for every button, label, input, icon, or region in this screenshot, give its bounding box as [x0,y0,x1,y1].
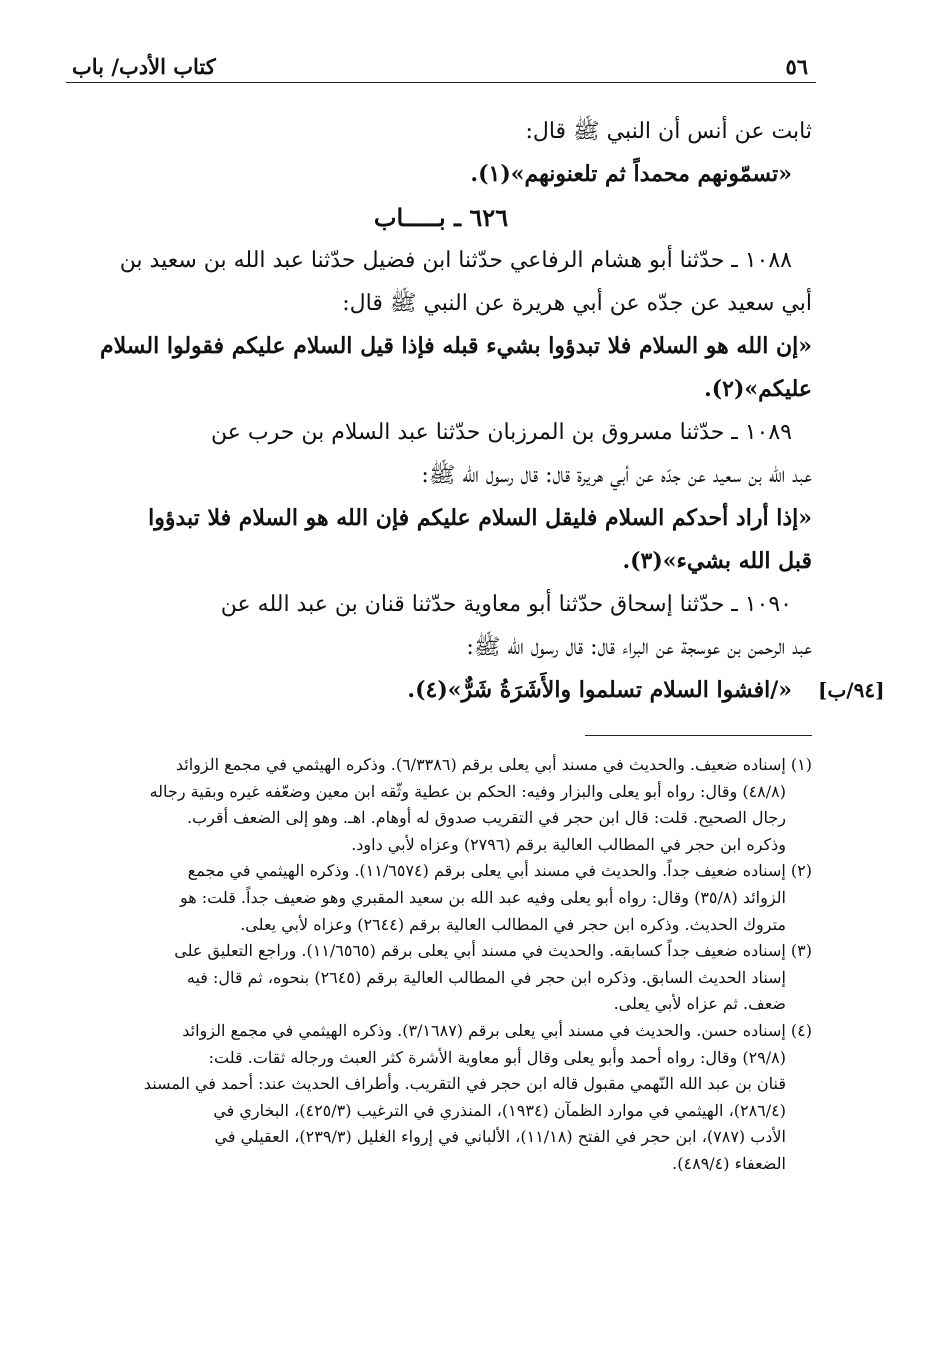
text-line: قبل الله بشيء»(٣). [622,548,812,574]
text-line: ١٠٨٩ ـ حدّثنا مسروق بن المرزبان حدّثنا عبد السلام بن حرب عن [211,420,792,445]
footnote-line: (٢٨٦/٤)، الهيثمي في موارد الظمآن (١٩٣٤)، المنذري في الترغيب (٤٢٥/٣)، البخاري في [213,1100,786,1120]
text-line: عبد الله بن سعيد عن جدّه عن أبي هريرة قال: قال رسول الله ﷺ: [421,463,812,488]
text-line: «/افشوا السلام تسلموا والأَشَرَةُ شَرٌّ»(٤). [407,677,792,703]
header-rule [66,82,816,83]
margin-folio-note: [٩٤/ب] [818,678,885,702]
running-title: كتاب الأدب/ باب [72,54,216,79]
text-line: عبد الرحمن بن عوسجة عن البراء قال: قال رسول الله ﷺ: [466,635,812,660]
footnotes [70,752,812,1178]
text-line: ١٠٩٠ ـ حدّثنا إسحاق حدّثنا أبو معاوية حدّثنا قنان بن عبد الله عن [220,592,792,617]
footnote-line: الضعفاء (٤٨٩/٤). [672,1153,786,1173]
footnote-line: (٤٨/٨) وقال: رواه أبو يعلى والبزار وفيه: الحكم بن عطية وثّقه ابن معين وضعّفه غيره وبقية رجاله [149,781,786,801]
footnote-line: إسناد الحديث السابق. وذكره ابن حجر في المطالب العالية برقم (٢٦٤٥) بنحوه، ثم قال: فيه [186,967,786,987]
footnote-line: ضعف. ثم عزاه لأبي يعلى. [613,994,786,1014]
text-line: ثابت عن أنس أن النبي ﷺ قال: [525,119,812,144]
footnote-line: (١) إسناده ضعيف. والحديث في مسند أبي يعلى برقم (٦/٣٣٨٦). وذكره الهيثمي في مجمع الزوائد [175,755,812,774]
footnote-line: وذكره ابن حجر في المطالب العالية برقم (٢٧٩٦) وعزاه لأبي داود. [351,834,786,854]
text-line: عليكم»(٢). [704,376,812,402]
footnote-line: قنان بن عبد الله النّهمي مقبول قاله ابن حجر في التقريب. وأطراف الحديث عند: أحمد في المسند [143,1074,786,1094]
text-line: ٦٢٦ ـ بـــــاب [373,203,509,232]
footnote-line: (٤) إسناده حسن. والحديث في مسند أبي يعلى برقم (٣/١٦٨٧). وذكره الهيثمي في مجمع الزوائد [182,1020,812,1040]
text-line: أبي سعيد عن جدّه عن أبي هريرة عن النبي ﷺ قال: [342,291,812,316]
footnote-line: (٢) إسناده ضعيف جداً. والحديث في مسند أبي يعلى برقم (١١/٦٥٧٤). وذكره الهيثمي في مجمع [187,861,812,881]
text-line: ١٠٨٨ ـ حدّثنا أبو هشام الرفاعي حدّثنا ابن فضيل حدّثنا عبد الله بن سعيد بن [119,248,792,273]
footnote-line: (٢٩/٨) وقال: رواه أحمد وأبو يعلى وقال أبو معاوية الأشرة كثر العبث ورجاله ثقات. قلت: [208,1047,786,1067]
footnote-line: الأدب (٧٨٧)، ابن حجر في الفتح (١١/١٨)، الألباني في إرواء الغليل (٢٣٩/٣)، العقيلي في [214,1127,786,1147]
main-text [70,110,812,712]
footnote-line: رجال الصحيح. قلت: قال ابن حجر في التقريب صدوق له أوهام. اهـ. وهو إلى الضعف أقرب. [186,808,786,828]
text-line: «تسمّونهم محمداً ثم تلعنونهم»(١). [470,161,792,187]
text-line: «إن الله هو السلام فلا تبدؤوا بشيء قبله فإذا قيل السلام عليكم فقولوا السلام [100,333,812,359]
text-line: «إذا أراد أحدكم السلام فليقل السلام عليكم فإن الله هو السلام فلا تبدؤوا [148,505,812,531]
footnote-line: الزوائد (٣٥/٨) وقال: رواه أبو يعلى وفيه عبد الله بن سعيد المقبري وهو ضعيف جداً. قلت: هو [180,887,786,907]
footnote-separator [585,735,812,736]
footnote-line: متروك الحديث. وذكره ابن حجر في المطالب العالية برقم (٢٦٤٤) وعزاه لأبي يعلى. [240,914,786,934]
page-number: ٥٦ [785,54,808,79]
footnote-line: (٣) إسناده ضعيف جداً كسابقه. والحديث في مسند أبي يعلى برقم (١١/٦٥٦٥). وراجع التعليق على [174,941,812,961]
